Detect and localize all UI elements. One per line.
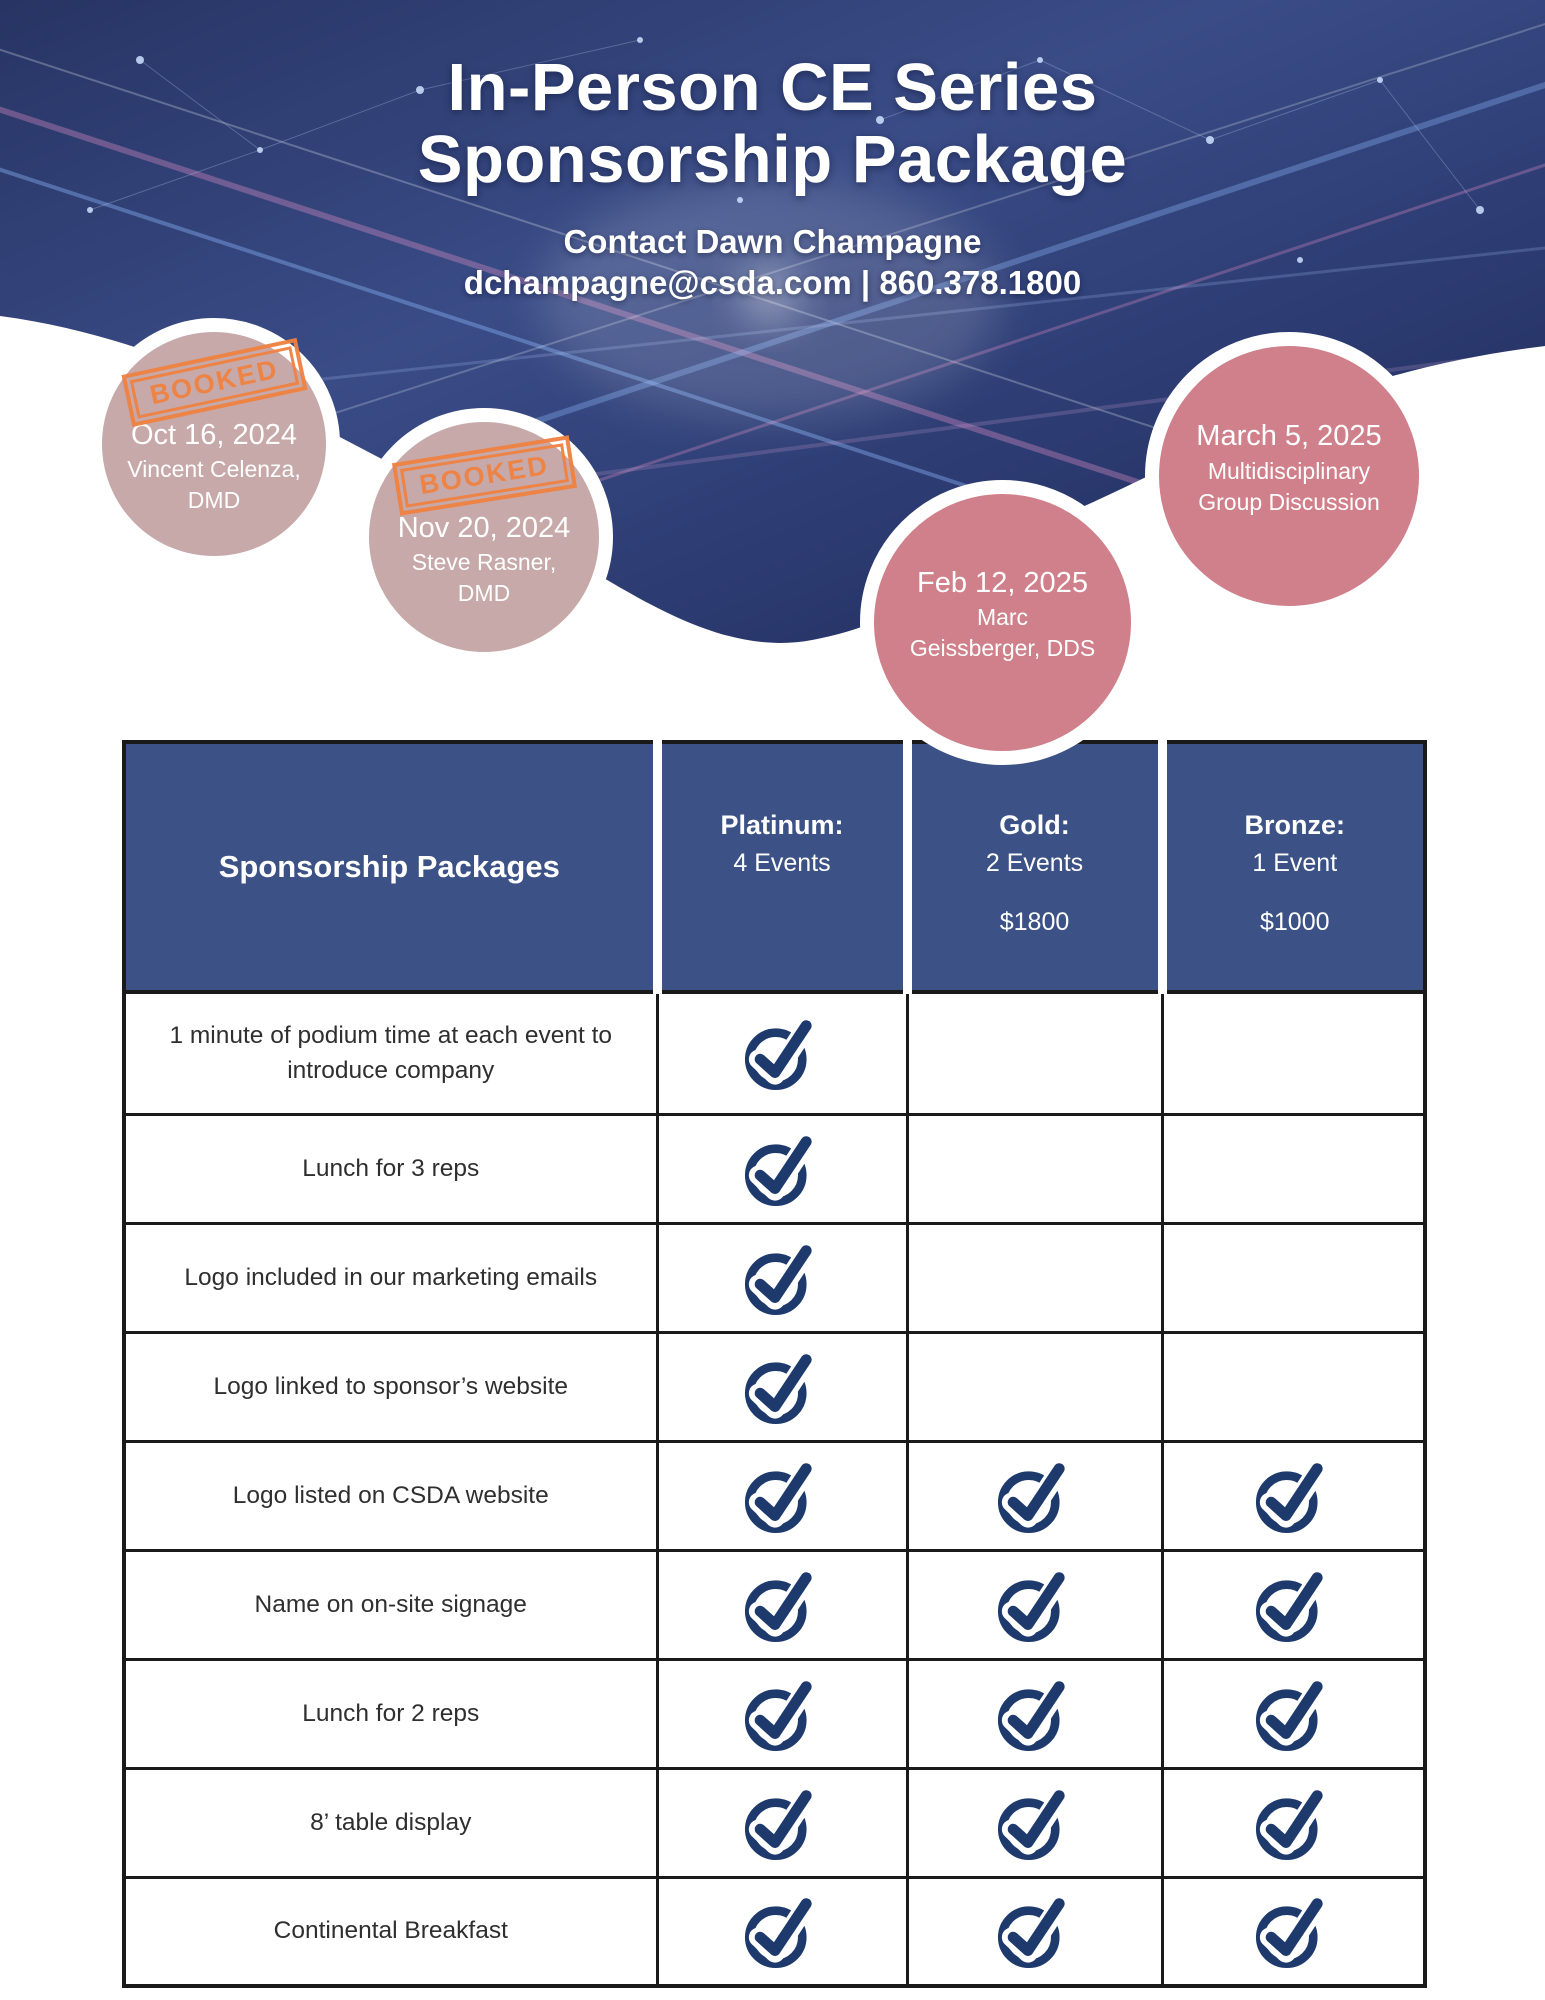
- gold-check-cell: [907, 1441, 1162, 1550]
- gold-check-cell: [907, 1768, 1162, 1877]
- table-corner-header: [124, 742, 657, 992]
- platinum-check-cell: [657, 1877, 907, 1986]
- sponsorship-packages-table: [122, 740, 1427, 1988]
- gold-check-cell: [907, 1223, 1162, 1332]
- table-header-row: [124, 742, 1425, 992]
- platinum-check-cell: [657, 1659, 907, 1768]
- package-events: 4 Events: [733, 849, 831, 877]
- table-row: [124, 1332, 1425, 1441]
- bronze-check-cell: [1162, 1114, 1425, 1223]
- booked-stamp-label: BOOKED: [129, 346, 298, 418]
- event-speaker-suffix: DMD: [187, 487, 241, 514]
- table-row: [124, 1441, 1425, 1550]
- event-topic-suffix: Group Discussion: [1198, 488, 1380, 515]
- gold-check-cell: [907, 1659, 1162, 1768]
- event-circle-march-5: [1145, 332, 1433, 620]
- table-row: [124, 1768, 1425, 1877]
- event-speaker-suffix: Geissberger, DDS: [909, 635, 1096, 662]
- table-row: [124, 1659, 1425, 1768]
- bronze-check-cell: [1162, 1223, 1425, 1332]
- platinum-check-cell: [657, 1223, 907, 1332]
- package-events: 2 Events: [985, 849, 1084, 877]
- event-topic: Multidisciplinary: [1207, 457, 1371, 484]
- package-price: $1000: [1259, 908, 1330, 936]
- benefit-label: 8’ table display: [124, 1768, 657, 1877]
- check-icon: [743, 1014, 821, 1092]
- bronze-check-cell: [1162, 1332, 1425, 1441]
- package-name: Gold:: [999, 810, 1070, 840]
- check-icon: [743, 1566, 821, 1644]
- event-date: March 5, 2025: [1196, 420, 1382, 453]
- benefit-label: Name on on-site signage: [124, 1550, 657, 1659]
- check-icon: [996, 1675, 1074, 1753]
- package-price: $1800: [999, 908, 1070, 936]
- table-row: [124, 992, 1425, 1114]
- event-date: Nov 20, 2024: [397, 511, 571, 544]
- check-icon: [743, 1784, 821, 1862]
- table-row: [124, 1550, 1425, 1659]
- table-row: [124, 1114, 1425, 1223]
- benefit-label: Continental Breakfast: [124, 1877, 657, 1986]
- check-icon: [1254, 1675, 1332, 1753]
- benefit-label: Logo included in our marketing emails: [124, 1223, 657, 1332]
- contact-name: Contact Dawn Champagne: [563, 222, 982, 260]
- bronze-check-cell: [1162, 1441, 1425, 1550]
- platinum-check-cell: [657, 1332, 907, 1441]
- booked-stamp: [392, 435, 577, 515]
- package-price: [662, 908, 903, 936]
- table-row: [124, 1223, 1425, 1332]
- booked-stamp-label: BOOKED: [400, 443, 569, 507]
- column-header-bronze: [1162, 742, 1425, 992]
- check-icon: [1254, 1892, 1332, 1970]
- check-icon: [743, 1457, 821, 1535]
- event-speaker-suffix: DMD: [457, 580, 511, 607]
- bronze-check-cell: [1162, 1877, 1425, 1986]
- check-icon: [996, 1892, 1074, 1970]
- platinum-check-cell: [657, 1114, 907, 1223]
- package-name: Bronze:: [1244, 810, 1345, 840]
- event-date: Oct 16, 2024: [130, 418, 298, 451]
- check-icon: [1254, 1566, 1332, 1644]
- page-title-line-2: Sponsorship Package: [417, 122, 1128, 198]
- event-circle-nov-20: [355, 408, 613, 666]
- event-speaker: Steve Rasner,: [411, 549, 557, 576]
- package-events: 1 Event: [1252, 849, 1338, 877]
- platinum-check-cell: [657, 1550, 907, 1659]
- gold-check-cell: [907, 1877, 1162, 1986]
- check-icon: [996, 1457, 1074, 1535]
- bronze-check-cell: [1162, 1659, 1425, 1768]
- booked-stamp: [121, 338, 307, 427]
- check-icon: [743, 1675, 821, 1753]
- gold-check-cell: [907, 1114, 1162, 1223]
- benefit-label: Logo listed on CSDA website: [124, 1441, 657, 1550]
- column-header-gold: [907, 742, 1162, 992]
- platinum-check-cell: [657, 1441, 907, 1550]
- benefit-label: Logo linked to sponsor’s website: [124, 1332, 657, 1441]
- gold-check-cell: [907, 1332, 1162, 1441]
- event-speaker: Vincent Celenza,: [127, 456, 301, 483]
- bronze-check-cell: [1162, 992, 1425, 1114]
- benefit-label: Lunch for 2 reps: [124, 1659, 657, 1768]
- check-icon: [743, 1348, 821, 1426]
- event-circle-oct-16: [88, 318, 340, 570]
- bronze-check-cell: [1162, 1550, 1425, 1659]
- gold-check-cell: [907, 1550, 1162, 1659]
- check-icon: [1254, 1784, 1332, 1862]
- page-title-line-1: In-Person CE Series: [447, 50, 1098, 125]
- check-icon: [743, 1892, 821, 1970]
- check-icon: [1254, 1457, 1332, 1535]
- platinum-check-cell: [657, 992, 907, 1114]
- event-date: Feb 12, 2025: [917, 566, 1088, 599]
- event-speaker: Marc: [976, 604, 1029, 631]
- bronze-check-cell: [1162, 1768, 1425, 1877]
- package-name: Platinum:: [720, 810, 844, 840]
- check-icon: [743, 1130, 821, 1208]
- check-icon: [996, 1566, 1074, 1644]
- event-circle-feb-12: [860, 480, 1145, 765]
- table-corner-label: Sponsorship Packages: [218, 849, 560, 884]
- benefit-label: Lunch for 3 reps: [124, 1114, 657, 1223]
- check-icon: [743, 1239, 821, 1317]
- table-row: [124, 1877, 1425, 1986]
- benefit-label: 1 minute of podium time at each event to introduce company: [124, 992, 657, 1114]
- gold-check-cell: [907, 992, 1162, 1114]
- contact-email-phone: dchampagne@csda.com | 860.378.1800: [463, 263, 1082, 301]
- platinum-check-cell: [657, 1768, 907, 1877]
- check-icon: [996, 1784, 1074, 1862]
- column-header-platinum: [657, 742, 907, 992]
